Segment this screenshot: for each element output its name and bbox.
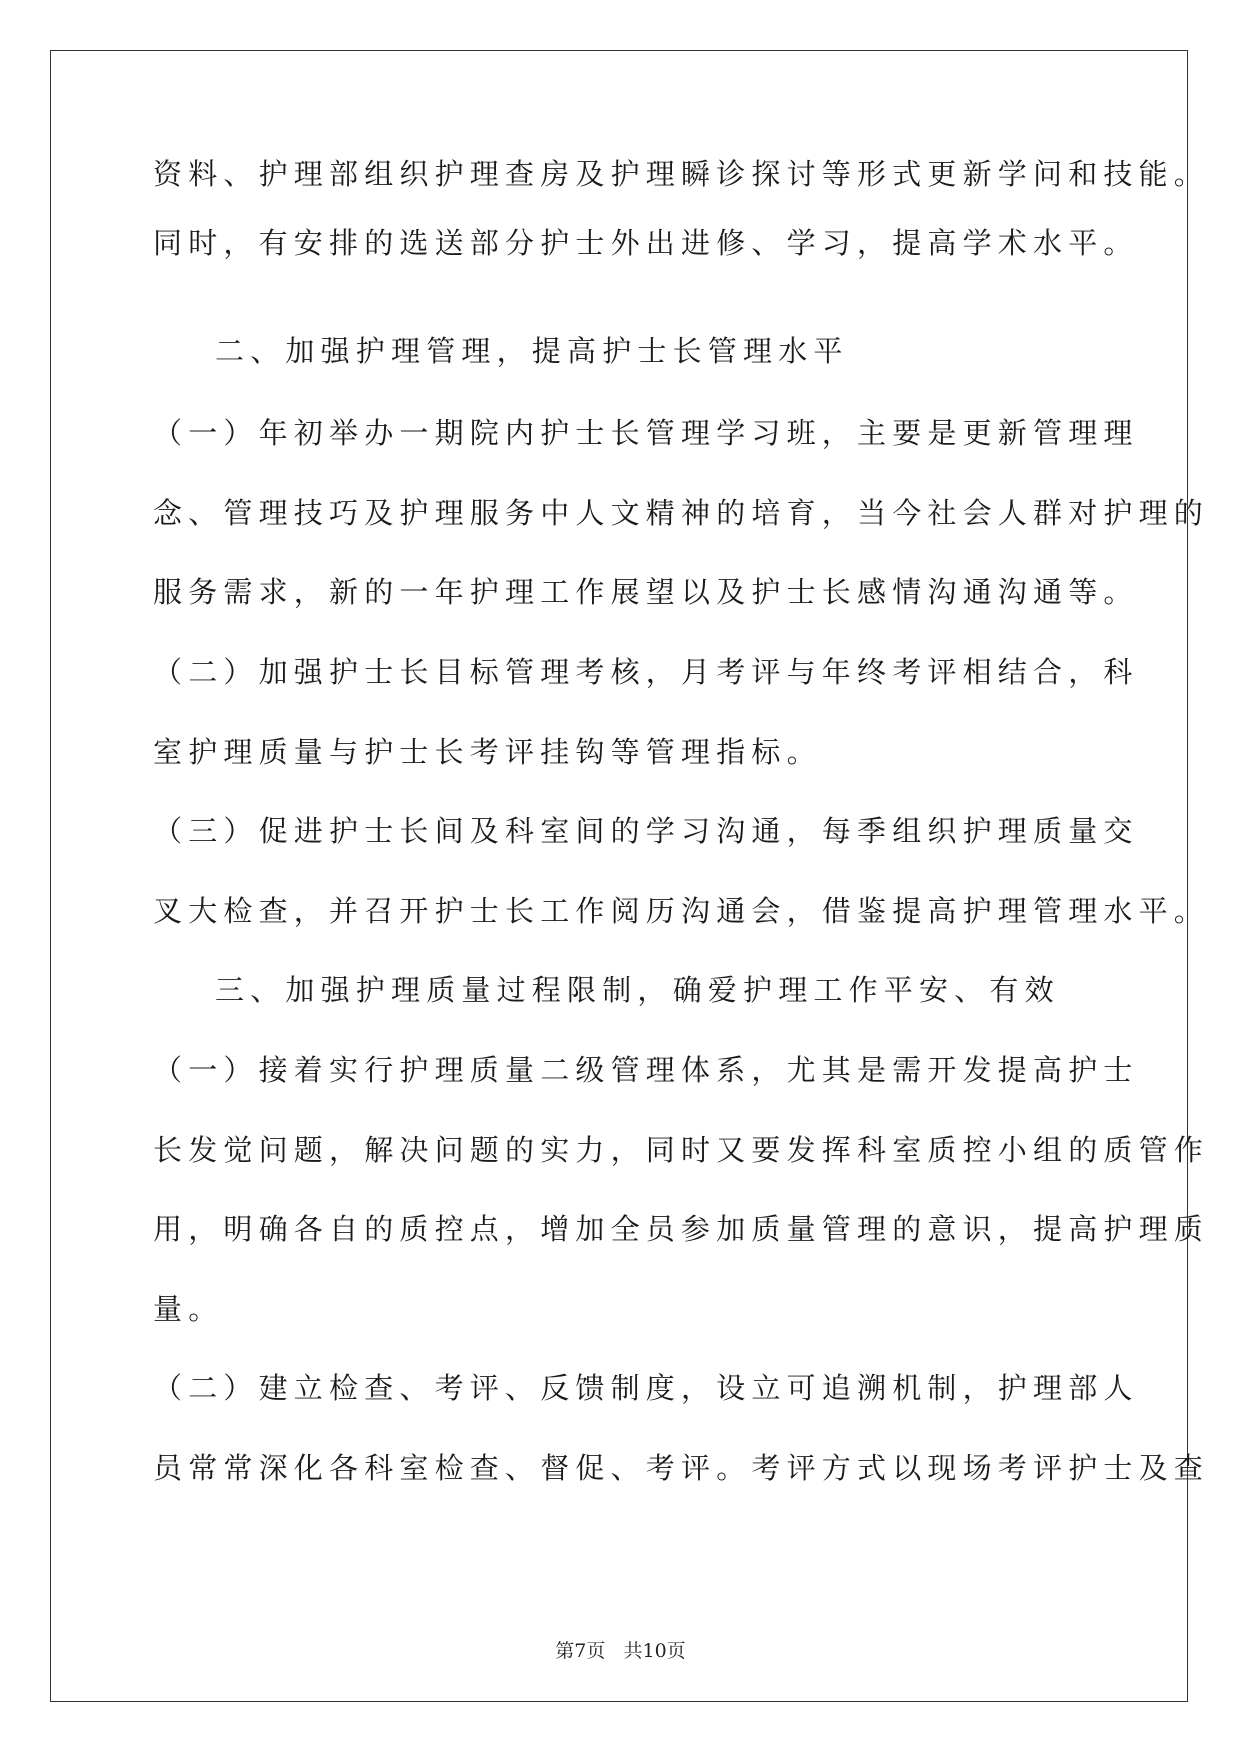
text-line: 叉大检查，并召开护士长工作阅历沟通会，借鉴提高护理管理水平。 [153, 894, 1210, 928]
text-line: （一）年初举办一期院内护士长管理学习班，主要是更新管理理 [153, 416, 1139, 450]
text-line: 长发觉问题，解决问题的实力，同时又要发挥科室质控小组的质管作 [153, 1133, 1210, 1167]
text-line: 同时，有安排的选送部分护士外出进修、学习，提高学术水平。 [153, 226, 1139, 260]
text-line: 量。 [153, 1292, 224, 1326]
section-heading: 二、加强护理管理，提高护士长管理水平 [215, 334, 849, 368]
text-line: （三）促进护士长间及科室间的学习沟通，每季组织护理质量交 [153, 814, 1139, 848]
text-line: 资料、护理部组织护理查房及护理瞬诊探讨等形式更新学问和技能。 [153, 157, 1210, 191]
text-line: 室护理质量与护士长考评挂钩等管理指标。 [153, 735, 822, 769]
text-line: 用，明确各自的质控点，增加全员参加质量管理的意识，提高护理质 [153, 1212, 1210, 1246]
page-footer: 第7页 共10页 [555, 1640, 686, 1662]
text-line: （二）建立检查、考评、反馈制度，设立可追溯机制，护理部人 [153, 1371, 1139, 1405]
section-heading: 三、加强护理质量过程限制，确爱护理工作平安、有效 [215, 973, 1060, 1007]
text-line: （二）加强护士长目标管理考核，月考评与年终考评相结合，科 [153, 655, 1139, 689]
text-line: 员常常深化各科室检查、督促、考评。考评方式以现场考评护士及查 [153, 1451, 1210, 1485]
text-line: 服务需求，新的一年护理工作展望以及护士长感情沟通沟通等。 [153, 575, 1139, 609]
text-line: 念、管理技巧及护理服务中人文精神的培育，当今社会人群对护理的 [153, 496, 1210, 530]
text-line: （一）接着实行护理质量二级管理体系，尤其是需开发提高护士 [153, 1053, 1139, 1087]
